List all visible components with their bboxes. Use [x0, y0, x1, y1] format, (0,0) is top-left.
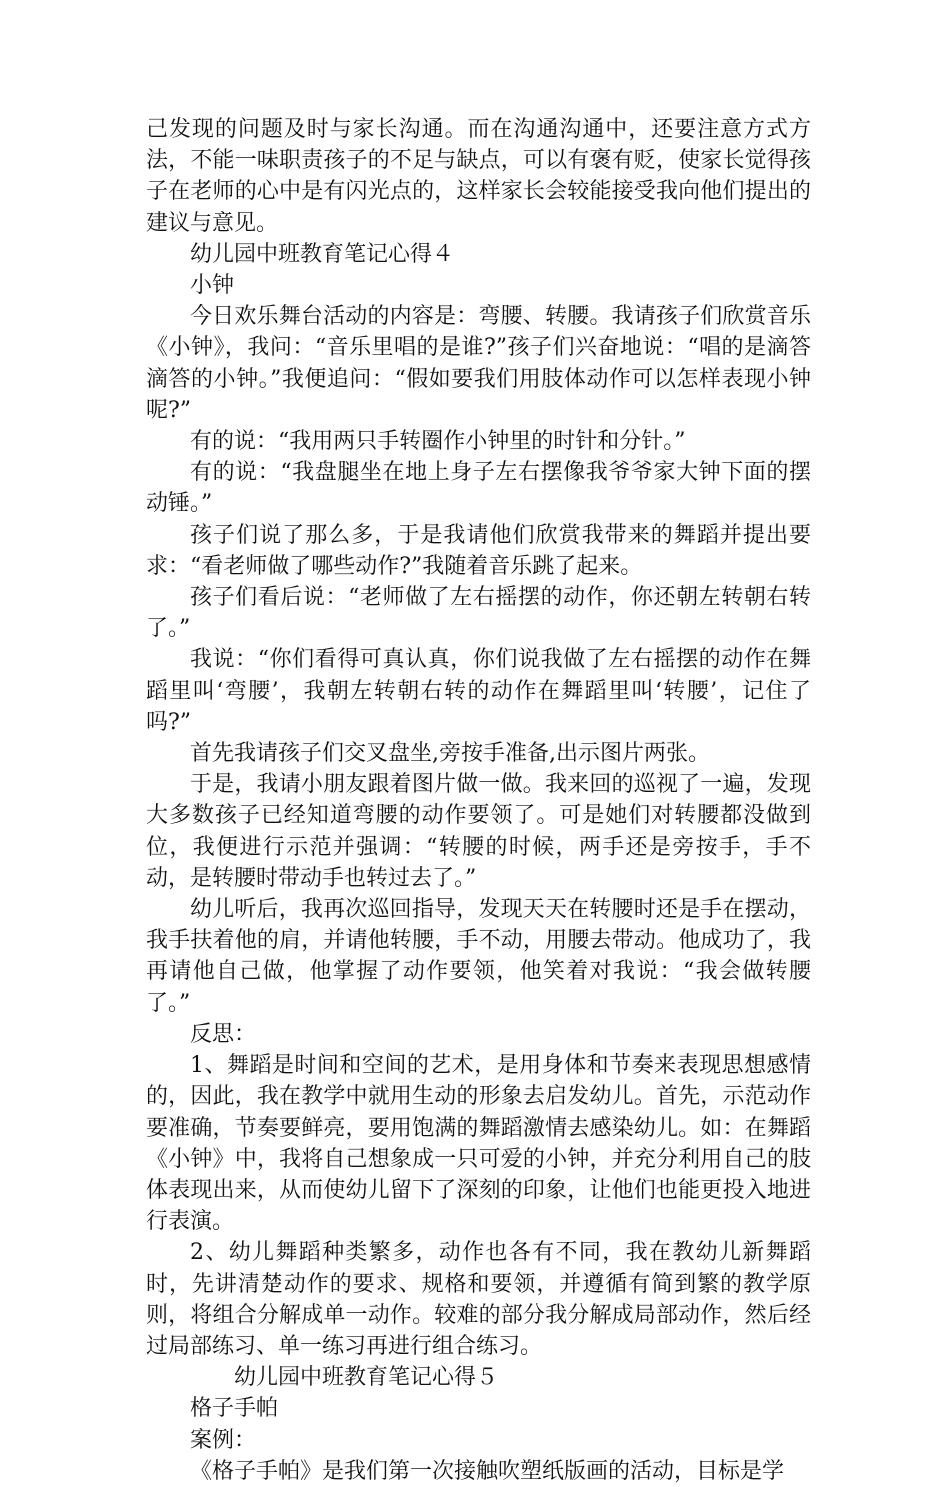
- section-subtitle-clock: 小钟: [190, 273, 235, 299]
- paragraph: 2、幼儿舞蹈种类繁多，动作也各有不同，我在教幼儿新舞蹈时，先讲清楚动作的要求、规格和要领，并遵循有简到繁的教学原则，将组合分解成单一动作。较难的部分我分解成局部动作，然后经过局部练习、单一练习再进行组合练习。: [146, 1240, 811, 1359]
- section-subtitle-handkerchief: 格子手帕: [190, 1396, 279, 1422]
- paragraph-reflection-label: 反思：: [190, 1021, 257, 1047]
- paragraph: 有的说：“我用两只手转圈作小钟里的时针和分针。”: [190, 429, 686, 455]
- section-heading-4: 幼儿园中班教育笔记心得４: [190, 241, 455, 267]
- case-label: 案例：: [190, 1427, 257, 1453]
- paragraph: 1、舞蹈是时间和空间的艺术，是用身体和节奏来表现思想感情的，因此，我在教学中就用生动的形象去启发幼儿。首先，示范动作要准确，节奏要鲜亮，要用饱满的舞蹈激情去感染幼儿。如：在舞蹈《小钟》中，我将自己想象成一只可爱的小钟，并充分利用自己的肢体表现出来，从而使幼儿留下了深刻的印象，让他们也能更投入地进行表演。: [146, 1053, 811, 1235]
- paragraph: 孩子们说了那么多，于是我请他们欣赏我带来的舞蹈并提出要求：“看老师做了哪些动作?”我随着音乐跳了起来。: [146, 522, 811, 579]
- section-heading-5: 幼儿园中班教育笔记心得５: [234, 1365, 499, 1391]
- paragraph-continuation-bottom: 《格子手帕》是我们第一次接触吹塑纸版画的活动，目标是学: [190, 1458, 785, 1484]
- document-page: [146, 114, 811, 1487]
- paragraph: 孩子们看后说：“老师做了左右摇摆的动作，你还朝左转朝右转了。”: [146, 585, 811, 642]
- paragraph: 我说：“你们看得可真认真，你们说我做了左右摇摆的动作在舞蹈里叫‘弯腰’，我朝左转朝右转的动作在舞蹈里叫‘转腰’，记住了吗?”: [146, 647, 811, 735]
- paragraph-continuation-top: 己发现的问题及时与家长沟通。而在沟通沟通中，还要注意方式方法，不能一味职责孩子的不足与缺点，可以有褒有贬，使家长觉得孩子在老师的心中是有闪光点的，这样家长会较能接受我向他们提出的建议与意见。: [146, 117, 811, 236]
- paragraph: 今日欢乐舞台活动的内容是：弯腰、转腰。我请孩子们欣赏音乐《小钟》，我问：“音乐里唱的是谁?”孩子们兴奋地说：“唱的是滴答滴答的小钟。”我便追问：“假如要我们用肢体动作可以怎样表现小钟呢?”: [146, 304, 811, 423]
- paragraph: 有的说：“我盘腿坐在地上身子左右摆像我爷爷家大钟下面的摆动锤。”: [146, 460, 811, 517]
- paragraph: 首先我请孩子们交叉盘坐,旁按手准备,出示图片两张。: [190, 741, 710, 767]
- paragraph: 于是，我请小朋友跟着图片做一做。我来回的巡视了一遍，发现大多数孩子已经知道弯腰的动作要领了。可是她们对转腰都没做到位，我便进行示范并强调：“转腰的时候，两手还是旁按手，手不动，是转腰时带动手也转过去了。”: [146, 772, 811, 891]
- paragraph: 幼儿听后，我再次巡回指导，发现天天在转腰时还是手在摆动，我手扶着他的肩，并请他转腰，手不动，用腰去带动。他成功了，我再请他自己做，他掌握了动作要领，他笑着对我说：“我会做转腰了。”: [146, 897, 811, 1016]
